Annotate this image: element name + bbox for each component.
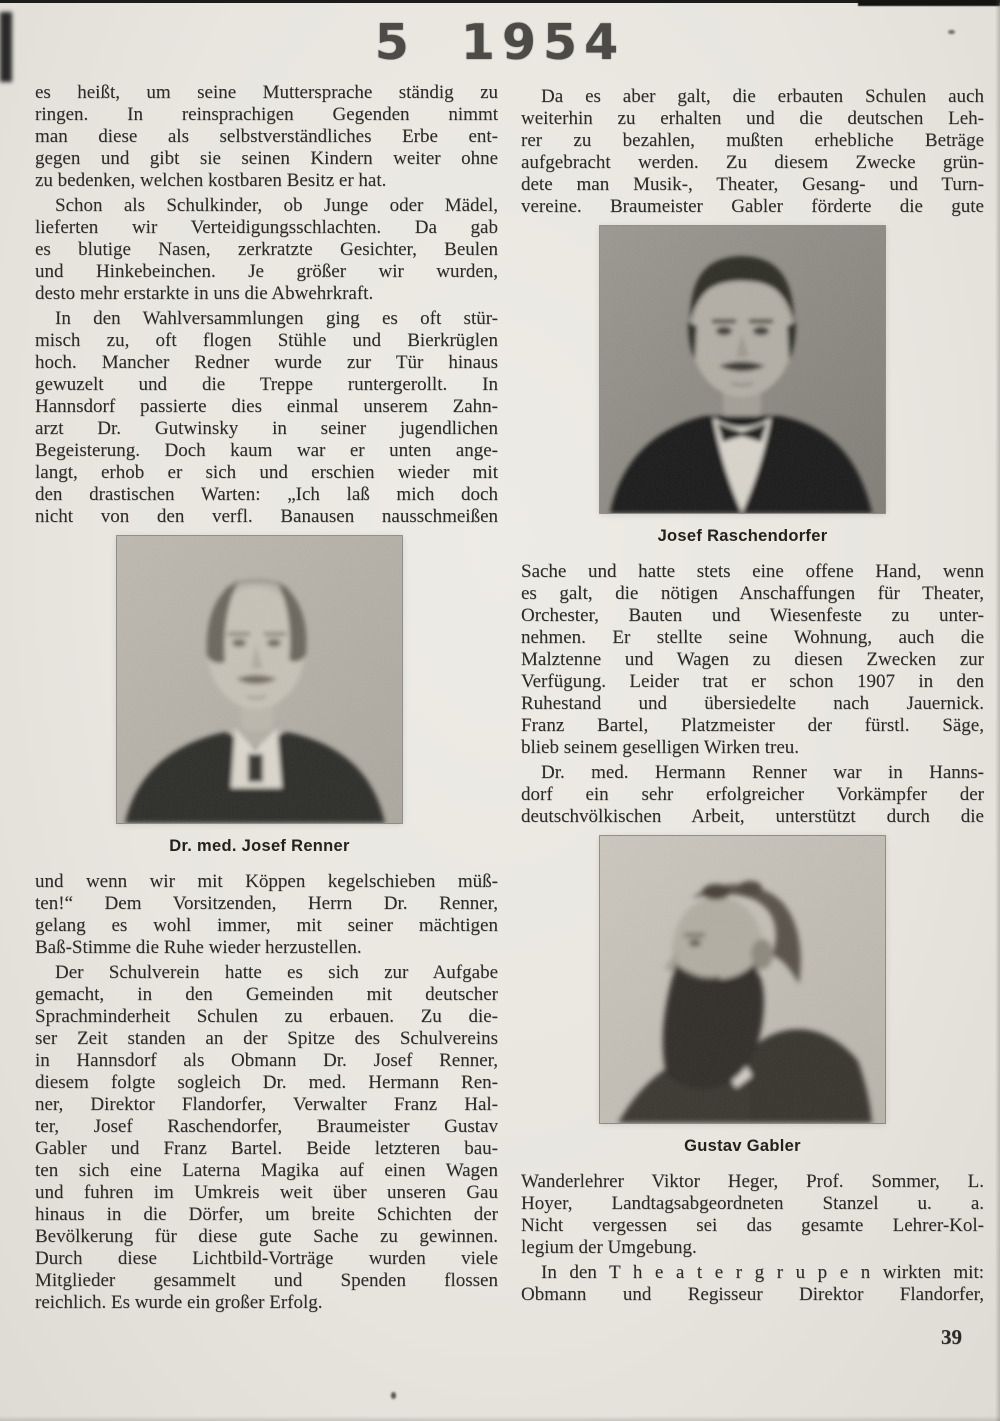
- photo-figure-renner: [117, 536, 402, 857]
- text-line: Franz Bartel, Platzmeister der fürstl. Säge,: [521, 715, 984, 736]
- paragraph: [521, 762, 984, 828]
- text-line: dorf ein sehr erfolgreicher Vorkämpfer der: [521, 784, 984, 805]
- text-line: reichlich. Es wurde ein großer Erfolg.: [35, 1292, 323, 1313]
- paper-edge-right: [995, 0, 1000, 1421]
- text-line: und fuhren im Umkreis weit über unseren Gau: [35, 1182, 498, 1203]
- scan-artifact-top-right: [858, 0, 1000, 6]
- text-line: gemacht, in den Gemeinden mit deutscher: [35, 984, 498, 1005]
- text-line: Mitglieder gesammelt und Spenden flossen: [35, 1270, 498, 1291]
- photo-caption: Josef Raschendorfer: [657, 527, 828, 545]
- text-line: arzt Dr. Gutwinsky in seiner jugendlichen: [35, 418, 498, 439]
- text-line: Malztenne und Wagen zu diesen Zwecken zur: [521, 649, 984, 670]
- text-line: ter, Josef Raschendorfer, Braumeister Gustav: [35, 1116, 498, 1137]
- text-line: Sache und hatte stets eine offene Hand, wenn: [521, 561, 984, 582]
- text-line: Der Schulverein hatte es sich zur Aufgabe: [55, 962, 498, 983]
- text-line: Dr. med. Hermann Renner war in Hanns-: [541, 762, 984, 783]
- paragraph: [35, 82, 498, 192]
- text-line: ten!“ Dem Vorsitzenden, Herrn Dr. Renner,: [35, 893, 498, 914]
- right-column: [521, 82, 984, 1309]
- text-line: ringen. In reinsprachigen Gegenden nimmt: [35, 104, 498, 125]
- text-line: deutschvölkischen Arbeit, unterstützt durch die: [521, 806, 984, 827]
- text-line: Gabler und Franz Bartel. Beide letzteren bau-: [35, 1138, 498, 1159]
- paragraph: [35, 308, 498, 528]
- text-line: Orchester, Bauten und Wiesenfeste zu unter-: [521, 605, 984, 626]
- left-column: [35, 82, 498, 1317]
- text-line: hinaus in die Dörfer, um breite Schichten der: [35, 1204, 498, 1225]
- text-line: gegen und gibt sie seinen Kindern weiter ohne: [35, 148, 498, 169]
- paragraph: [35, 871, 498, 959]
- text-line: nicht von den verfl. Banausen nausschmeißen: [35, 506, 498, 527]
- issue-year: 1954: [460, 14, 626, 71]
- text-line: aufgebracht werden. Zu diesem Zwecke grün-: [521, 152, 984, 173]
- text-line: vereine. Braumeister Gabler förderte die gute: [521, 196, 984, 217]
- text-line: Baß-Stimme die Ruhe wieder herzustellen.: [35, 937, 362, 958]
- portrait-photo-raschendorfer: [600, 226, 885, 513]
- text-line: In den Wahlversammlungen ging es oft stür-: [55, 308, 498, 329]
- paper-edge-bottom: [0, 1416, 1000, 1421]
- text-line: diesem folgte sogleich Dr. med. Hermann Ren-: [35, 1072, 498, 1093]
- scan-artifact-speck: [391, 1392, 396, 1399]
- text-line: es heißt, um seine Muttersprache ständig zu: [35, 82, 498, 103]
- text-line: misch zu, oft flogen Stühle und Bierkrüglen: [35, 330, 498, 351]
- text-line: blieb seinem geselligen Wirken treu.: [521, 737, 799, 758]
- text-line: Begeisterung. Doch kaum war er unten ange-: [35, 440, 498, 461]
- page-number: 39: [941, 1325, 962, 1349]
- portrait-photo-renner: [117, 536, 402, 823]
- text-line: ten sich eine Laterna Magika auf einen Wagen: [35, 1160, 498, 1181]
- text-line: den drastischen Warten: „Ich laß mich doch: [35, 484, 498, 505]
- text-line: Nicht vergessen sei das gesamte Lehrer-Kol-: [521, 1215, 984, 1236]
- text-line: es blutige Nasen, zerkratzte Gesichter, Beulen: [35, 239, 498, 260]
- text-line: Hannsdorf passierte dies einmal unserem Zahn-: [35, 396, 498, 417]
- text-line: und wenn wir mit Köppen kegelschieben müß-: [35, 871, 498, 892]
- text-line: Bevölkerung für diese gute Sache zu gewinnen.: [35, 1226, 498, 1247]
- text-line: in Hannsdorf als Obmann Dr. Josef Renner,: [35, 1050, 498, 1071]
- text-line: weiterhin zu erhalten und die deutschen Leh-: [521, 108, 984, 129]
- text-line: gewuzelt und die Treppe runtergerollt. In: [35, 374, 498, 395]
- page-header: [0, 14, 1000, 71]
- photo-caption: Gustav Gabler: [684, 1137, 801, 1155]
- text-line: ser Zeit standen an der Spitze des Schulvereins: [35, 1028, 498, 1049]
- text-line: Sprachminderheit Schulen zu erbauen. Zu die-: [35, 1006, 498, 1027]
- text-line: gelang es wohl immer, mit seiner mächtigen: [35, 915, 498, 936]
- paragraph: [521, 561, 984, 759]
- text-line: hoch. Mancher Redner wurde zur Tür hinaus: [35, 352, 498, 373]
- paragraph: [521, 1171, 984, 1259]
- photo-caption: Dr. med. Josef Renner: [169, 837, 350, 855]
- text-line: Schon als Schulkinder, ob Junge oder Mädel,: [55, 195, 498, 216]
- text-line: Verfügung. Leider trat er schon 1907 in den: [521, 671, 984, 692]
- portrait-photo-gabler: [600, 836, 885, 1123]
- text-line: Durch diese Lichtbild-Vorträge wurden viele: [35, 1248, 498, 1269]
- text-line: man diese als selbstverständliches Erbe ent-: [35, 126, 498, 147]
- text-line: Wanderlehrer Viktor Heger, Prof. Sommer, L.: [521, 1171, 984, 1192]
- text-line: Ruhestand und übersiedelte nach Jauernick.: [521, 693, 984, 714]
- issue-number: 5: [374, 14, 409, 71]
- text-line: nehmen. Er stellte seine Wohnung, auch die: [521, 627, 984, 648]
- paragraph: [521, 1262, 984, 1306]
- text-line: desto mehr erstarkte in uns die Abwehrkraft.: [35, 283, 374, 304]
- text-line: lieferten wir Verteidigungsschlachten. Da gab: [35, 217, 498, 238]
- text-line: langt, erhob er sich und erschien wieder mit: [35, 462, 498, 483]
- text-line: Hoyer, Landtagsabgeordneten Stanzel u. a.: [521, 1193, 984, 1214]
- paragraph: [35, 195, 498, 305]
- text-line: ner, Direktor Flandorfer, Verwalter Franz Hal-: [35, 1094, 498, 1115]
- photo-figure-raschendorfer: [600, 226, 885, 547]
- text-line: Da es aber galt, die erbauten Schulen auch: [541, 86, 984, 107]
- text-line: dete man Musik-, Theater, Gesang- und Turn-: [521, 174, 984, 195]
- text-line: In den T h e a t e r g r u p e n wirkten mit:: [541, 1262, 984, 1283]
- text-line: Obmann und Regisseur Direktor Flandorfer,: [521, 1284, 984, 1305]
- paragraph: [35, 962, 498, 1314]
- photo-figure-gabler: [600, 836, 885, 1157]
- text-line: zu bedenken, welchen kostbaren Besitz er hat.: [35, 170, 387, 191]
- text-line: es galt, die nötigen Anschaffungen für Theater,: [521, 583, 984, 604]
- text-line: legium der Umgebung.: [521, 1237, 697, 1258]
- text-line: und Hinkebeinchen. Je größer wir wurden,: [35, 261, 498, 282]
- paragraph: [521, 86, 984, 218]
- text-line: rer zu bezahlen, mußten erhebliche Beträge: [521, 130, 984, 151]
- scan-artifact-top-line: [0, 0, 1000, 3]
